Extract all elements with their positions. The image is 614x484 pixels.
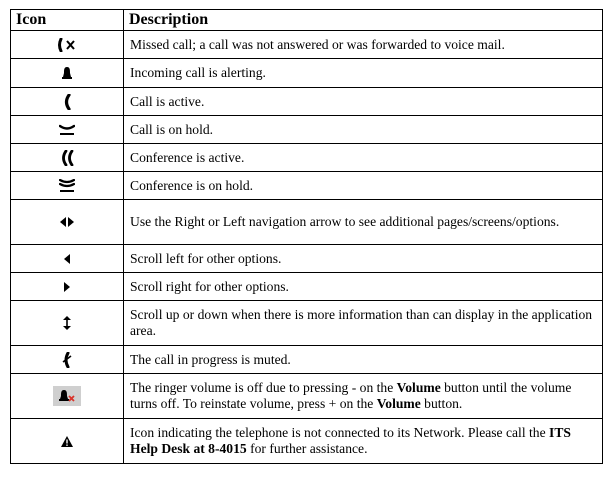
up-down-arrow-icon (62, 315, 72, 331)
table-row (11, 172, 603, 200)
warning-icon (60, 435, 74, 448)
conference-icon (60, 150, 74, 166)
row-description: Scroll left for other options. (124, 245, 603, 273)
row-description: Scroll up or down when there is more information than can display in the application area. (124, 301, 603, 346)
row-description: The ringer volume is off due to pressing - on the Volume button until the volume turns off. To reinstate volume, press + on the Volume button. (124, 374, 603, 419)
table-row (11, 200, 603, 245)
row-description: Call is active. (124, 88, 603, 116)
table-row (11, 245, 603, 273)
row-description: Call is on hold. (124, 116, 603, 144)
scroll-right-icon (63, 281, 71, 293)
table-row (11, 419, 603, 464)
row-description: The call in progress is muted. (124, 346, 603, 374)
icon-reference-table-container (10, 9, 602, 464)
description-column-header: Description (124, 10, 603, 31)
missed-call-icon (57, 38, 77, 52)
row-description: Conference is on hold. (124, 172, 603, 200)
table-row (11, 59, 603, 88)
row-description: Conference is active. (124, 144, 603, 172)
row-description: Use the Right or Left navigation arrow to see additional pages/screens/options. (124, 200, 603, 245)
row-description: Incoming call is alerting. (124, 59, 603, 88)
row-description: Icon indicating the telephone is not connected to its Network. Please call the ITS Help Desk at 8-4015 for further assistance. (124, 419, 603, 464)
conference-hold-icon (59, 179, 75, 193)
table-row (11, 31, 603, 59)
scroll-left-icon (63, 253, 71, 265)
row-description: Scroll right for other options. (124, 273, 603, 301)
table-row (11, 144, 603, 172)
table-header-row (11, 10, 603, 31)
handset-icon (62, 94, 72, 110)
table-row (11, 88, 603, 116)
table-row (11, 116, 603, 144)
icon-reference-table (10, 9, 603, 464)
table-row (11, 273, 603, 301)
table-row (11, 301, 603, 346)
bell-icon (61, 66, 73, 80)
ringer-off-icon (53, 386, 81, 406)
icon-column-header: Icon (11, 10, 124, 31)
table-row (11, 346, 603, 374)
mute-icon (62, 352, 72, 368)
left-right-arrows-icon (59, 216, 75, 228)
hold-icon (59, 124, 75, 136)
row-description: Missed call; a call was not answered or was forwarded to voice mail. (124, 31, 603, 59)
table-row (11, 374, 603, 419)
